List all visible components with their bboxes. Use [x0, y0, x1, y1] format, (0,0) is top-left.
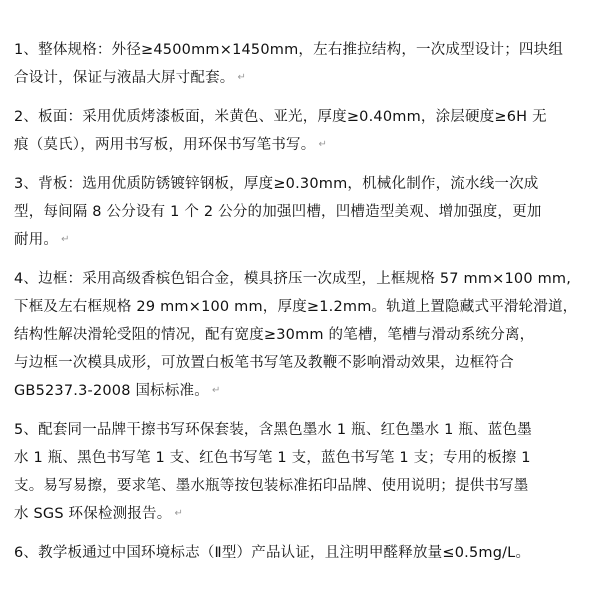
spec-paragraph-5 — [14, 416, 590, 528]
text-line-content: 痕（莫氏），两用书写板，用环保书写笔书写。 — [14, 137, 316, 153]
text-line — [14, 265, 590, 293]
text-line-content: 2、板面：采用优质烤漆板面，米黄色、亚光，厚度≥0.40mm，涂层硬度≥6H 无 — [14, 109, 547, 125]
text-line — [14, 36, 590, 64]
text-line-content: 6、教学板通过中国环境标志（Ⅱ型）产品认证，且注明甲醛释放量≤0.5mg/L。 — [14, 545, 531, 561]
text-line — [14, 321, 590, 349]
paragraph-return-icon: ↵ — [211, 385, 221, 396]
text-line-content: 型，每间隔 8 公分设有 1 个 2 公分的加强凹槽，凹槽造型美观、增加强度，更加 — [14, 204, 542, 220]
text-line-content: 与边框一次模具成形，可放置白板笔书写笔及教鞭不影响滑动效果，边框符合 — [14, 355, 514, 371]
text-line — [14, 539, 590, 567]
paragraph-return-icon: ↵ — [174, 508, 184, 519]
text-line — [14, 103, 590, 131]
paragraph-return-icon: ↵ — [237, 72, 247, 83]
text-line-content: 5、配套同一品牌干擦书写环保套装，含黑色墨水 1 瓶、红色墨水 1 瓶、蓝色墨 — [14, 422, 532, 438]
text-line-content: 下框及左右框规格 29 mm×100 mm，厚度≥1.2mm。轨道上置隐藏式平滑轮滑道， — [14, 299, 578, 315]
text-line — [14, 226, 590, 254]
spec-paragraph-3 — [14, 170, 590, 254]
text-line — [14, 416, 590, 444]
text-line — [14, 472, 590, 500]
paragraph-return-icon: ↵ — [318, 139, 328, 150]
text-line — [14, 293, 590, 321]
text-line — [14, 377, 590, 405]
paragraph-return-icon: ↵ — [61, 234, 70, 245]
spec-paragraph-4 — [14, 265, 590, 405]
text-line-content: 支。易写易擦，要求笔、墨水瓶等按包装标准拓印品牌、使用说明；提供书写墨 — [14, 478, 529, 494]
text-line — [14, 500, 590, 528]
text-line — [14, 349, 590, 377]
text-line-content: GB5237.3-2008 国标标准。 — [14, 383, 209, 399]
spec-paragraph-1 — [14, 36, 590, 92]
text-line-content: 结构性解决滑轮受阻的情况，配有宽度≥30mm 的笔槽，笔槽与滑动系统分离， — [14, 327, 535, 343]
spec-paragraph-2 — [14, 103, 590, 159]
text-line-content: 1、整体规格：外径≥4500mm×1450mm，左右推拉结构，一次成型设计；四块组 — [14, 42, 564, 58]
text-line — [14, 64, 590, 92]
text-line-content: 水 1 瓶、黑色书写笔 1 支、红色书写笔 1 支，蓝色书写笔 1 支；专用的板擦 1 — [14, 450, 531, 466]
text-line-content: 耐用。 — [14, 232, 59, 248]
text-line — [14, 170, 590, 198]
document-body — [14, 36, 590, 578]
text-line — [14, 444, 590, 472]
spec-paragraph-6 — [14, 539, 590, 567]
text-line-content: 3、背板：选用优质防锈镀锌钢板，厚度≥0.30mm，机械化制作，流水线一次成 — [14, 176, 539, 192]
text-line — [14, 131, 590, 159]
text-line-content: 合设计，保证与液晶大屏寸配套。 — [14, 70, 235, 86]
text-line-content: 水 SGS 环保检测报告。 — [14, 506, 172, 522]
text-line-content: 4、边框：采用高级香槟色铝合金，模具挤压一次成型，上框规格 57 mm×100 mm, — [14, 271, 572, 287]
text-line — [14, 198, 590, 226]
